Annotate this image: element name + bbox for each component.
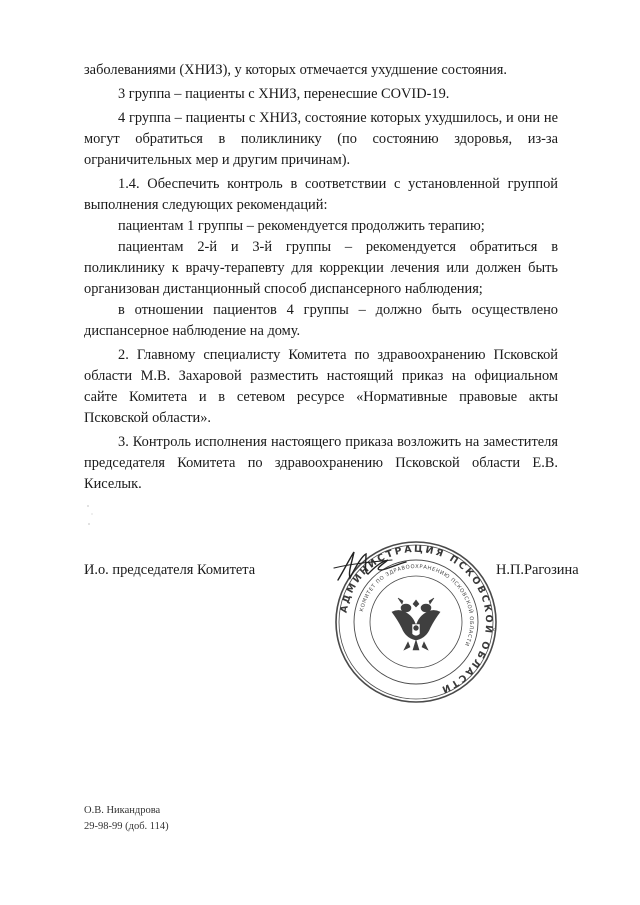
handwritten-signature [330,546,410,586]
paragraph-item-3: 3. Контроль исполнения настоящего приказа возложить на заместителя председателя Комитета по здравоохранению Псковской области Е.В. Киселык. [84,434,558,492]
executor-info [84,803,169,835]
paragraph-item-2: 2. Главному специалисту Комитета по здравоохранению Псковской области М.В. Захаровой разместить настоящий приказ на официальном сайте Комитета и в сетевом ресурсе «Нормативные правовые акты Псковской области». [84,347,558,426]
body-text [84,60,558,495]
paragraph-group-3: 3 группа – пациенты с ХНИЗ, перенесшие COVID-19. [118,86,450,102]
paragraph-group-4-recommendation: в отношении пациентов 4 группы – должно быть осуществлено диспансерное наблюдение на дому. [84,302,558,339]
signatory-title: И.о. председателя Комитета [84,562,256,578]
scan-speck-marks [86,500,96,530]
paragraph-item-1-4: 1.4. Обеспечить контроль в соответствии с установленной группой выполнения следующих рекомендаций: [84,176,558,213]
paragraph-group-4: 4 группа – пациенты с ХНИЗ, состояние которых ухудшилось, и они не могут обратиться в поликлинику (по состоянию здоровья, из-за ограничительных мер и другим причинам). [84,110,558,168]
paragraph-group-2-3-recommendation: пациентам 2-й и 3-й группы – рекомендуется обратиться в поликлинику к врачу-терапевту для коррекции лечения или должен быть организован дистанционный способ диспансерного наблюдения; [84,239,558,297]
paragraph-continuation: заболеваниями (ХНИЗ), у которых отмечается ухудшение состояния. [84,62,507,78]
paragraph-group-1-recommendation: пациентам 1 группы – рекомендуется продолжить терапию; [118,218,485,234]
executor-name: О.В. Никандрова [84,805,161,816]
executor-phone: 29-98-99 (доб. 114) [84,821,169,832]
signatory-name: Н.П.Рагозина [496,562,579,578]
svg-text:АДМИНИСТРАЦИЯ ПСКОВСКОЙ ОБЛАСТ: АДМИНИСТРАЦИЯ ПСКОВСКОЙ ОБЛАСТИ [338,543,495,696]
svg-text:КОМИТЕТ ПО ЗДРАВООХРАНЕНИЮ ПСК: КОМИТЕТ ПО ЗДРАВООХРАНЕНИЮ ПСКОВСКОЙ ОБЛАСТИ [359,563,475,648]
